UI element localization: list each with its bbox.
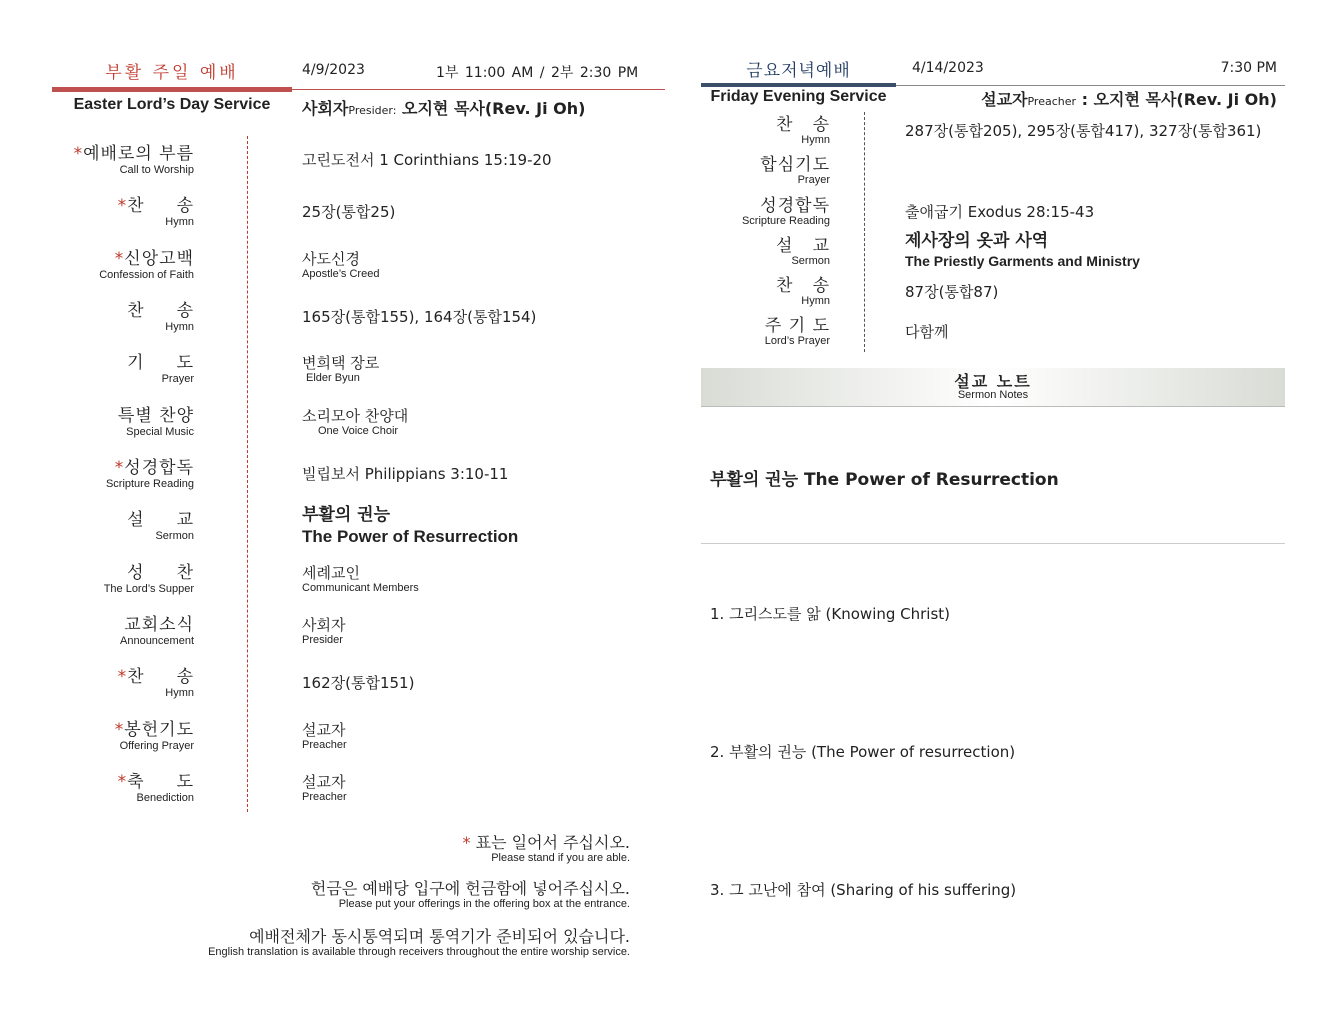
order-item-label: 찬 송: [775, 115, 830, 135]
preacher-name: : 오지현 목사(Rev. Ji Oh): [1076, 90, 1277, 109]
stand-marker: *: [117, 196, 128, 216]
service-date: 4/9/2023: [302, 62, 365, 78]
order-item-prayer: [60, 354, 194, 385]
order-item-label-en: Call to Worship: [119, 164, 194, 176]
friday-item-sermon: [700, 237, 830, 267]
order-value-en: Preacher: [302, 739, 347, 751]
order-item-scripture: [60, 459, 194, 490]
order-value-hymn-2: [302, 308, 536, 326]
sermon-point-3: 3. 그 고난에 참여 (Sharing of his suffering): [710, 881, 1017, 899]
order-value-call-to-worship: [302, 151, 552, 169]
order-value: 162장(통합151): [302, 674, 415, 692]
order-item-label: 봉헌기도: [124, 720, 194, 740]
service-title: 부활 주일 예배: [105, 63, 239, 83]
order-value-en: One Voice Choir: [318, 425, 399, 437]
note-translation: [208, 928, 630, 958]
order-value-en: Preacher: [302, 791, 347, 803]
order-value: 세례교인: [302, 564, 360, 582]
order-value: 25장(통합25): [302, 203, 396, 221]
order-divider: [247, 136, 248, 812]
order-value-hymn-1: [302, 203, 395, 221]
friday-value-hymn-1: 287장(통합205), 295장(통합417), 327장(통합361): [905, 122, 1262, 140]
note-stand: [463, 834, 630, 864]
friday-item-hymn-2: [700, 277, 830, 307]
friday-item-hymn-1: [700, 116, 830, 146]
preacher-label: 설교자: [981, 90, 1028, 109]
order-value: 설교자: [302, 773, 346, 791]
order-value: 소리모아 찬양대: [302, 407, 409, 425]
order-item-label: 예배로의 부름: [83, 144, 194, 164]
title-underline-bar: [701, 83, 896, 87]
stand-marker: *: [117, 667, 128, 687]
friday-value-lords-prayer: 다함께: [905, 323, 949, 341]
friday-value-hymn-2: 87장(통합87): [905, 283, 999, 301]
order-item-label: 축 도: [127, 772, 194, 792]
order-item-label-en: Confession of Faith: [99, 269, 194, 281]
stand-marker: *: [462, 833, 471, 852]
order-value-offering-prayer: [302, 721, 347, 751]
order-value-prayer: [302, 354, 379, 384]
presider-line: [302, 96, 585, 119]
order-item-label: 주 기 도: [764, 316, 830, 336]
friday-service-subtitle: Friday Evening Service: [710, 88, 887, 105]
order-value: 사도신경: [302, 250, 360, 268]
order-item-label-en: Scripture Reading: [741, 215, 830, 227]
order-item-label-en: Prayer: [161, 373, 194, 385]
order-item-hymn-2: [60, 302, 194, 333]
order-item-label: 신앙고백: [124, 249, 194, 269]
header-rule: [896, 85, 1285, 86]
friday-item-prayer: [700, 156, 830, 186]
order-item-label: 성 찬: [127, 563, 194, 583]
order-item-label-en: Hymn: [165, 687, 194, 699]
notes-divider: [701, 543, 1285, 544]
order-value: 165장(통합155), 164장(통합154): [302, 308, 537, 326]
order-item-label-en: Benediction: [136, 792, 194, 804]
presider-label-en: Presider:: [348, 104, 397, 117]
order-value-confession: [302, 250, 379, 280]
order-value-scripture: [302, 465, 508, 483]
friday-value-sermon: [905, 230, 1140, 270]
order-item-lords-supper: [60, 564, 194, 595]
friday-service-title: 금요저녁예배: [746, 61, 851, 81]
sermon-point-1: 1. 그리스도를 앎 (Knowing Christ): [710, 605, 951, 623]
stand-marker: *: [114, 720, 125, 740]
order-item-label: 특별 찬양: [117, 406, 194, 426]
order-item-label-en: Prayer: [797, 174, 830, 186]
friday-service-date: 4/14/2023: [912, 60, 984, 76]
stand-marker: *: [114, 249, 125, 269]
sermon-title-ko: 부활의 권능: [302, 505, 391, 525]
order-item-label-en: Scripture Reading: [105, 478, 194, 490]
order-item-label: 찬 송: [127, 301, 194, 321]
order-item-offering-prayer: [60, 721, 194, 752]
note-text-en: Please put your offerings in the offering box at the entrance.: [338, 898, 630, 910]
order-item-label: 성경합독: [124, 458, 194, 478]
header-rule: [292, 89, 665, 90]
order-value: 빌립보서 Philippians 3:10-11: [302, 465, 509, 483]
sermon-notes-subtitle: Sermon Notes: [957, 389, 1029, 401]
order-value-sermon: [302, 504, 518, 548]
preacher-line: [981, 87, 1277, 110]
stand-marker: *: [117, 772, 128, 792]
note-text: 예배전체가 동시통역되며 통역기가 준비되어 있습니다.: [249, 927, 630, 946]
order-item-confession: [60, 250, 194, 281]
title-underline-bar: [52, 87, 292, 92]
service-time: 1부 11:00 AM / 2부 2:30 PM: [436, 65, 639, 81]
friday-item-lords-prayer: [700, 317, 830, 347]
order-value-announcement: [302, 616, 345, 646]
order-item-call-to-worship: [60, 145, 194, 176]
order-value-en: Apostle’s Creed: [302, 268, 380, 280]
friday-service-time: 7:30 PM: [1220, 60, 1277, 76]
order-item-label-en: Sermon: [155, 530, 194, 542]
order-value: 사회자: [302, 616, 346, 634]
order-item-label: 교회소식: [124, 615, 194, 635]
order-value-hymn-3: [302, 674, 414, 692]
order-item-label: 설 교: [775, 236, 830, 256]
order-item-benediction: [60, 773, 194, 804]
order-item-label: 찬 송: [775, 276, 830, 296]
order-item-label: 찬 송: [127, 667, 194, 687]
friday-value-scripture: 출애굽기 Exodus 28:15-43: [905, 203, 1095, 221]
order-item-label-en: Sermon: [791, 255, 830, 267]
note-text: 표는 일어서 주십시오.: [470, 833, 630, 852]
order-item-label: 기 도: [127, 353, 194, 373]
note-text-en: Please stand if you are able.: [491, 852, 630, 864]
order-item-label-en: Hymn: [165, 216, 194, 228]
order-item-label-en: Hymn: [165, 321, 194, 333]
order-item-label-en: Offering Prayer: [119, 740, 194, 752]
order-value-special-music: [302, 407, 408, 437]
order-item-announcement: [60, 616, 194, 647]
order-value: 고린도전서 1 Corinthians 15:19-20: [302, 151, 552, 169]
order-value: 설교자: [302, 721, 346, 739]
order-item-special-music: [60, 407, 194, 438]
order-value-benediction: [302, 773, 347, 803]
order-item-label-en: Hymn: [801, 134, 830, 146]
order-item-label-en: Announcement: [120, 635, 194, 647]
order-item-hymn-3: [60, 668, 194, 699]
order-item-label: 설 교: [127, 510, 194, 530]
note-text-en: English translation is available through receivers throughout the entire worship service.: [208, 946, 630, 958]
sermon-notes-heading: 부활의 권능 The Power of Resurrection: [710, 470, 1059, 490]
friday-item-scripture: [700, 197, 830, 227]
order-value: 변희택 장로: [302, 354, 380, 372]
order-divider: [864, 112, 865, 352]
presider-label: 사회자: [302, 99, 349, 118]
order-item-label-en: Special Music: [126, 426, 194, 438]
sermon-point-2: 2. 부활의 권능 (The Power of resurrection): [710, 743, 1016, 761]
order-item-label-en: The Lord’s Supper: [103, 583, 194, 595]
order-item-label: 합심기도: [760, 155, 830, 175]
stand-marker: *: [114, 458, 125, 478]
sermon-title-ko: 제사장의 옷과 사역: [905, 231, 1049, 251]
presider-name: 오지현 목사(Rev. Ji Oh): [396, 99, 586, 118]
order-value-en: Communicant Members: [302, 582, 419, 594]
order-value-en: Elder Byun: [306, 372, 360, 384]
order-item-sermon: [60, 511, 194, 542]
order-value-lords-supper: [302, 564, 419, 594]
sermon-notes-title: 설교 노트: [954, 372, 1032, 391]
preacher-label-en: Preacher: [1027, 95, 1077, 108]
order-item-label-en: Hymn: [801, 295, 830, 307]
order-value-en: Presider: [302, 634, 343, 646]
order-item-label: 찬 송: [127, 196, 194, 216]
order-item-hymn-1: [60, 197, 194, 228]
note-text: 헌금은 예배당 입구에 헌금함에 넣어주십시오.: [310, 879, 630, 898]
note-offering: [311, 880, 630, 910]
order-item-label: 성경합독: [760, 196, 830, 216]
sermon-title-en: The Priestly Garments and Ministry: [905, 253, 1140, 269]
order-item-label-en: Lord’s Prayer: [764, 335, 830, 347]
stand-marker: *: [73, 144, 84, 164]
sermon-title-en: The Power of Resurrection: [302, 527, 519, 546]
service-subtitle: Easter Lord’s Day Service: [73, 96, 271, 113]
